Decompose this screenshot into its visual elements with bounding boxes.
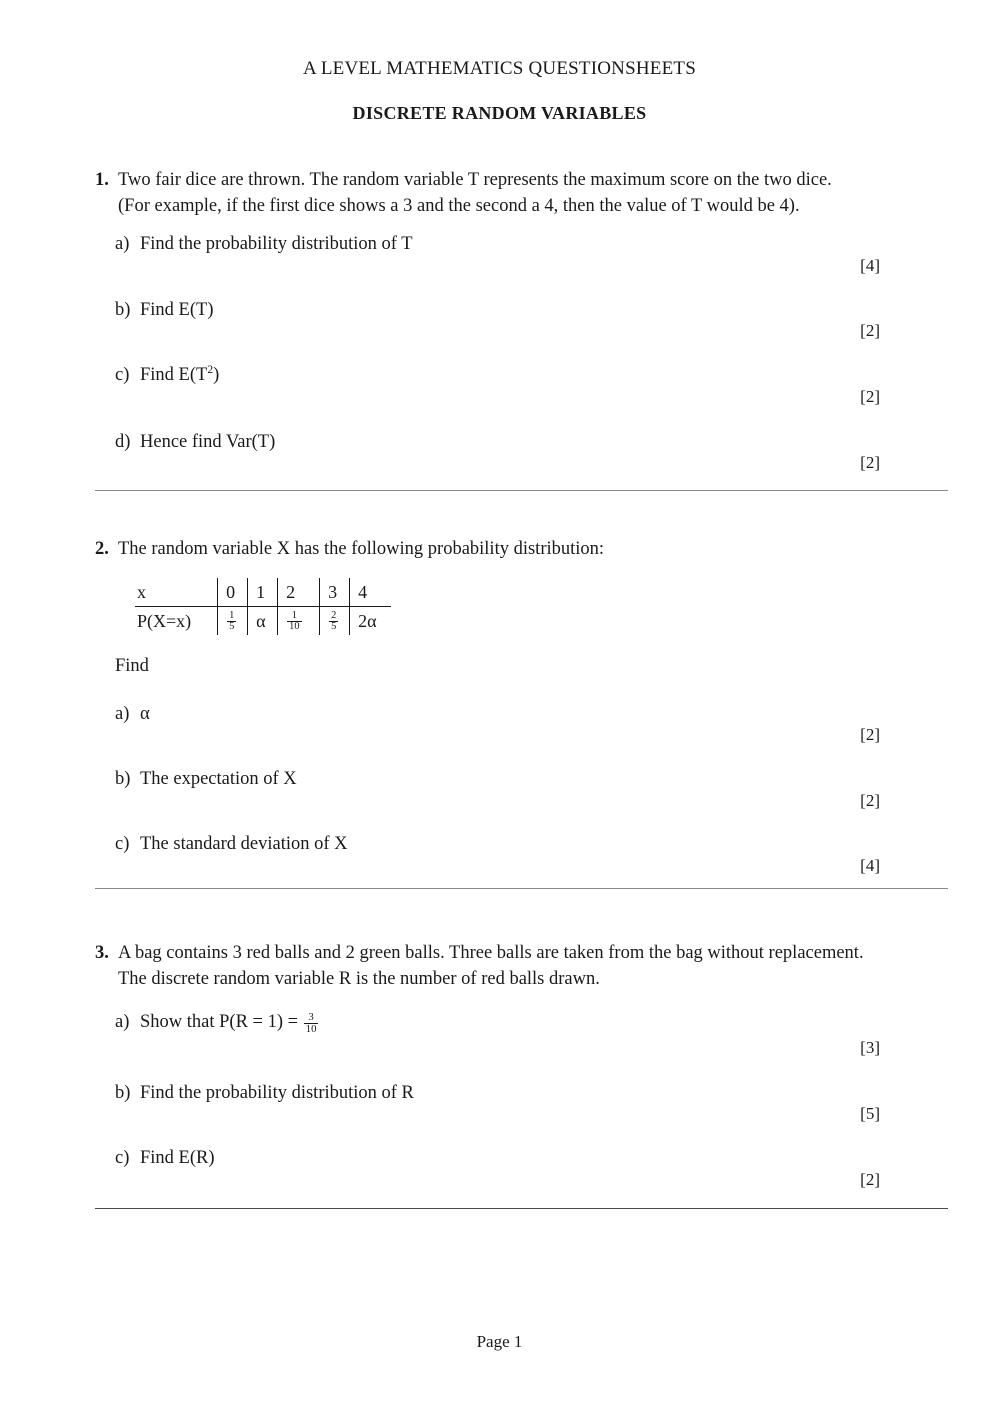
question-1-part-d-text: Hence find Var(T)	[140, 432, 276, 452]
question-1-part-b-marks: [2]	[860, 321, 880, 340]
table-cell-x-3: 3	[320, 578, 350, 607]
question-1-stem-line-1: Two fair dice are thrown. The random variable T represents the maximum score on the two dice.	[118, 170, 832, 190]
question-1-part-a-marks: [4]	[860, 256, 880, 275]
question-3-part-b-marks: [5]	[860, 1104, 880, 1123]
question-2-part-b-label: b)	[115, 769, 131, 789]
page-footer: Page 1	[476, 1332, 523, 1351]
document-title: A LEVEL MATHEMATICS QUESTIONSHEETS	[303, 58, 696, 79]
fraction-numerator: 1	[229, 609, 235, 621]
fraction-numerator: 3	[304, 1012, 319, 1024]
question-3-part-c-label: c)	[115, 1148, 130, 1168]
question-1-part-c-text	[140, 365, 219, 385]
fraction-denominator: 10	[305, 1022, 317, 1035]
table-cell-p-1: α	[248, 607, 278, 636]
question-2-stem-text	[118, 537, 885, 563]
question-3-stem-text	[118, 941, 885, 992]
question-1-part-b	[115, 298, 213, 323]
question-1-part-c	[115, 363, 219, 388]
question-2-part-c-marks: [4]	[860, 856, 880, 875]
question-2-part-b-text: The expectation of X	[140, 769, 297, 789]
question-2-number: 2.	[95, 539, 109, 559]
table-row-probability	[135, 607, 391, 636]
question-3-part-a	[115, 1010, 319, 1035]
fraction-denominator: 10	[289, 621, 300, 633]
question-1-number: 1.	[95, 170, 109, 190]
section-divider-3	[95, 1208, 948, 1209]
question-2-part-b-marks: [2]	[860, 791, 880, 810]
question-1-part-c-marks: [2]	[860, 387, 880, 406]
question-1-part-b-label: b)	[115, 300, 131, 320]
section-divider-1	[95, 490, 948, 491]
question-1-stem-text	[118, 168, 885, 219]
question-2-part-a-text: α	[140, 704, 150, 724]
question-1-stem	[95, 168, 885, 219]
document-subtitle: DISCRETE RANDOM VARIABLES	[352, 103, 647, 123]
question-3-number: 3.	[95, 943, 109, 963]
question-3-part-b-text: Find the probability distribution of R	[140, 1083, 414, 1103]
question-1-part-a-label: a)	[115, 234, 130, 254]
table-cell-p-4: 2α	[350, 607, 392, 636]
fraction-denominator: 5	[331, 621, 337, 633]
question-1-stem-line-2: (For example, if the first dice shows a 3 and the second a 4, then the value of T would be 4).	[118, 195, 800, 216]
fraction-two-fifths	[329, 611, 338, 633]
question-2-stem	[95, 537, 885, 563]
question-3-stem-line-2: The discrete random variable R is the number of red balls drawn.	[118, 968, 600, 989]
question-2-instruction: Find	[115, 656, 149, 676]
question-3-stem-line-1: A bag contains 3 red balls and 2 green balls. Three balls are taken from the bag without replacement.	[118, 943, 864, 963]
question-2-part-a	[115, 702, 150, 727]
table-cell-x-2: 2	[278, 578, 320, 607]
fraction-numerator: 2	[331, 609, 337, 621]
question-1-part-c-text-after: )	[213, 365, 220, 385]
question-2-stem-line-1: The random variable X has the following probability distribution:	[118, 539, 605, 559]
fraction-one-tenth	[287, 611, 301, 633]
question-2-part-b	[115, 767, 297, 792]
question-2-part-c-label: c)	[115, 834, 130, 854]
question-1-part-b-text: Find E(T)	[140, 300, 214, 320]
question-2-part-a-marks: [2]	[860, 725, 880, 744]
question-1	[95, 168, 885, 219]
question-2-part-c-text: The standard deviation of X	[140, 834, 348, 854]
question-3-part-b	[115, 1081, 414, 1106]
section-divider-2	[95, 888, 948, 889]
question-1-part-a-text: Find the probability distribution of T	[140, 234, 413, 254]
question-3-part-a-label: a)	[115, 1012, 130, 1032]
question-1-part-c-label: c)	[115, 365, 130, 385]
fraction-three-tenths	[304, 1012, 319, 1035]
table-cell-x-0: 0	[218, 578, 248, 607]
fraction-denominator: 5	[229, 621, 235, 633]
table-row-x	[135, 578, 391, 607]
question-3-part-b-label: b)	[115, 1083, 131, 1103]
question-1-part-a	[115, 232, 413, 257]
question-2	[95, 537, 885, 563]
question-1-part-d-marks: [2]	[860, 453, 880, 472]
fraction-one-fifth	[227, 611, 236, 633]
table-cell-x-4: 4	[350, 578, 392, 607]
fraction-numerator: 1	[287, 611, 301, 623]
table-cell-p-3	[320, 607, 350, 636]
question-1-part-c-exponent: 2	[207, 363, 214, 376]
question-3-part-c-marks: [2]	[860, 1170, 880, 1189]
question-3	[95, 941, 885, 992]
table-cell-x-1: 1	[248, 578, 278, 607]
question-1-part-d-label: d)	[115, 432, 131, 452]
question-2-part-a-label: a)	[115, 704, 130, 724]
probability-distribution-table	[135, 578, 391, 635]
question-3-stem	[95, 941, 885, 992]
table-row-label-probability: P(X=x)	[137, 610, 192, 631]
question-3-part-a-text: Show that P(R = 1) =	[140, 1012, 303, 1032]
question-3-part-c-text: Find E(R)	[140, 1148, 215, 1168]
question-1-part-c-text-before: Find E(T	[140, 365, 208, 385]
question-2-part-c	[115, 832, 348, 857]
question-1-part-d	[115, 430, 275, 455]
table-cell-p-0	[218, 607, 248, 636]
question-3-part-c	[115, 1146, 215, 1171]
question-3-part-a-marks: [3]	[860, 1038, 880, 1057]
table-cell-p-2	[278, 607, 320, 636]
table-row-label-x: x	[135, 578, 218, 607]
